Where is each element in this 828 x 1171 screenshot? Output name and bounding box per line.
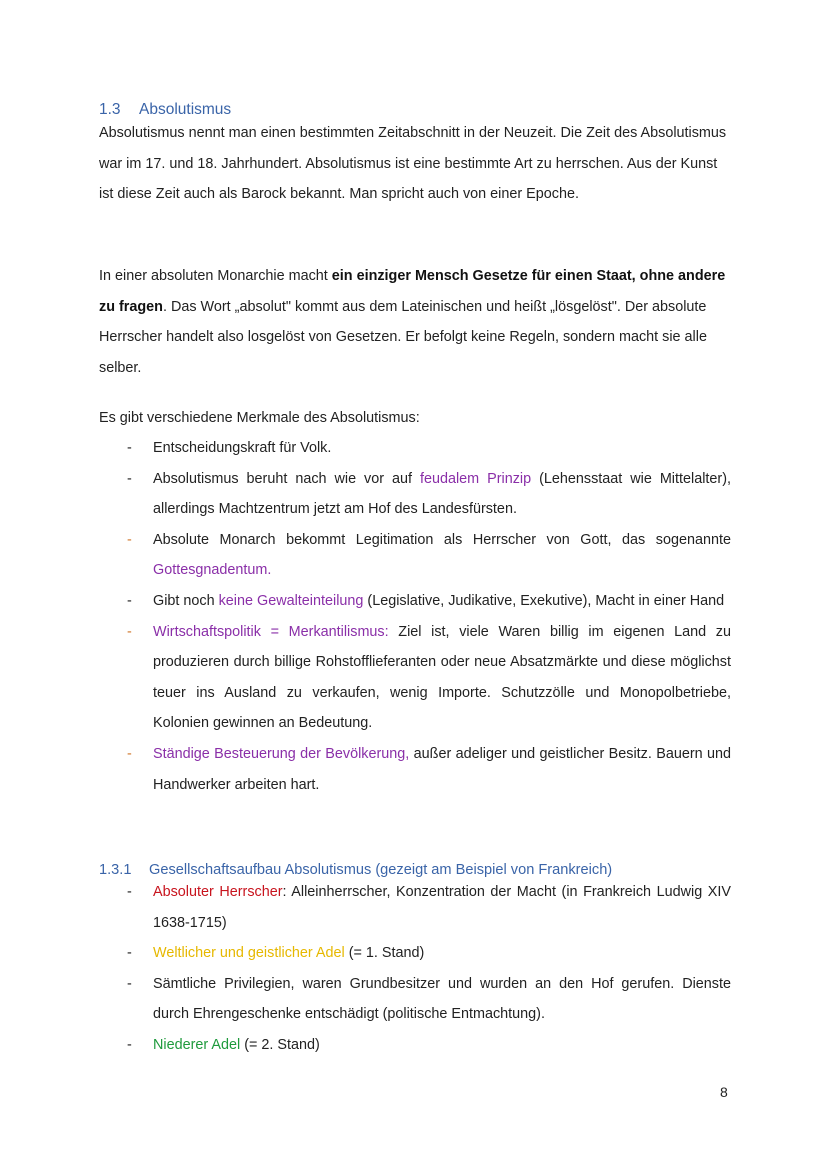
list-dash: - <box>127 470 132 487</box>
list-item-text: Gibt noch <box>153 592 219 609</box>
list-dash: - <box>127 745 132 762</box>
subsection-number: 1.3.1 <box>99 862 132 878</box>
list-item <box>99 877 731 938</box>
paragraph-monarchy-bold: ein einziger Mensch Gesetze für einen Staat, ohne andere zu fragen <box>99 268 726 315</box>
list-dash: - <box>127 531 132 548</box>
list-item-highlight: Absoluter Herrscher <box>153 884 283 900</box>
section-heading <box>99 100 231 120</box>
list-item-highlight: feudalem Prinzip <box>419 470 532 487</box>
list-item-text: (= 2. Stand) <box>240 1036 320 1053</box>
list-item <box>99 938 731 969</box>
list-item-highlight: Niederer Adel <box>153 1036 241 1053</box>
list-item-text: Absolutismus beruht nach wie vor auf <box>153 470 420 487</box>
list-item <box>99 433 731 464</box>
list-dash: - <box>127 440 132 456</box>
list-item <box>99 1030 731 1061</box>
page-number: 8 <box>720 1084 728 1100</box>
list-item-text: (Lehensstaat wie Mittelalter), allerdings Machtzentrum jetzt am Hof des Landesfürsten. <box>153 470 731 518</box>
list-item-highlight: Ständige Besteuerung der Bevölkerung, <box>153 745 410 762</box>
society-list <box>99 877 731 1061</box>
features-intro: Es gibt verschiedene Merkmale des Absolutismus: <box>99 410 420 426</box>
list-item-text: Sämtliche Privilegien, waren Grundbesitzer und wurden an den Hof gerufen. Dienste durch Ehrengeschenke entschädigt (politische Entmachtung). <box>153 975 731 1023</box>
list-item-highlight: keine Gewalteinteilung <box>218 592 364 609</box>
list-dash: - <box>127 592 132 609</box>
paragraph-monarchy-end: . Das Wort „absolut" kommt aus dem Lateinischen und heißt „lösgelöst". Der absolute Herrscher handelt also losgelöst von Gesetzen. Er befolgt keine Regeln, sondern macht sie alle selber. <box>99 298 707 376</box>
list-item-highlight: Weltlicher und geistlicher Adel <box>153 945 345 962</box>
list-item-text: Absolute Monarch bekommt Legitimation als Herrscher von Gott, das sogenannte <box>153 531 731 548</box>
list-item <box>99 464 731 525</box>
list-dash: - <box>127 623 132 640</box>
list-item <box>99 739 731 800</box>
list-item-text: (= 1. Stand) <box>344 945 425 962</box>
list-item-highlight: Wirtschaftspolitik = Merkantilismus: <box>153 623 389 640</box>
paragraph-monarchy-start: In einer absoluten Monarchie macht <box>99 268 332 284</box>
list-dash: - <box>127 1036 132 1053</box>
paragraph-monarchy <box>99 261 731 383</box>
subsection-title: Gesellschaftsaufbau Absolutismus (gezeigt am Beispiel von Frankreich) <box>149 862 613 878</box>
list-dash: - <box>127 975 132 992</box>
list-item-text: (Legislative, Judikative, Exekutive), Macht in einer Hand <box>363 592 725 609</box>
paragraph-intro: Absolutismus nennt man einen bestimmten Zeitabschnitt in der Neuzeit. Die Zeit des Absolutismus war im 17. und 18. Jahrhundert. Absolutismus ist eine bestimmte Art zu herrschen. Aus der Kunst ist diese Zeit auch als Barock bekannt. Man spricht auch von einer Epoche. <box>99 125 727 203</box>
list-item-text: außer adeliger und geistlicher Besitz. Bauern und Handwerker arbeiten hart. <box>153 745 731 793</box>
list-item <box>99 586 731 617</box>
section-number: 1.3 <box>99 101 121 118</box>
list-item-highlight: Gottesgnadentum. <box>153 562 272 579</box>
list-dash: - <box>127 945 132 962</box>
section-title: Absolutismus <box>139 101 232 118</box>
list-item <box>99 617 731 739</box>
list-item-text: Ziel ist, viele Waren billig im eigenen Land zu produzieren durch billige Rohstofflieferanten oder neue Absatzmärkte und diese möglichst teuer ins Ausland zu verkaufen, wenig Importe. Schutzzölle und Monopolbetriebe, Kolonien gewinnen an Bedeutung. <box>153 623 732 732</box>
list-item-text: : Alleinherrscher, Konzentration der Macht (in Frankreich Ludwig XIV 1638-1715) <box>153 884 731 931</box>
list-item <box>99 969 731 1030</box>
list-item-text: Entscheidungskraft für Volk. <box>153 440 332 456</box>
features-list <box>99 433 731 800</box>
list-dash: - <box>127 884 132 900</box>
list-item <box>99 525 731 586</box>
